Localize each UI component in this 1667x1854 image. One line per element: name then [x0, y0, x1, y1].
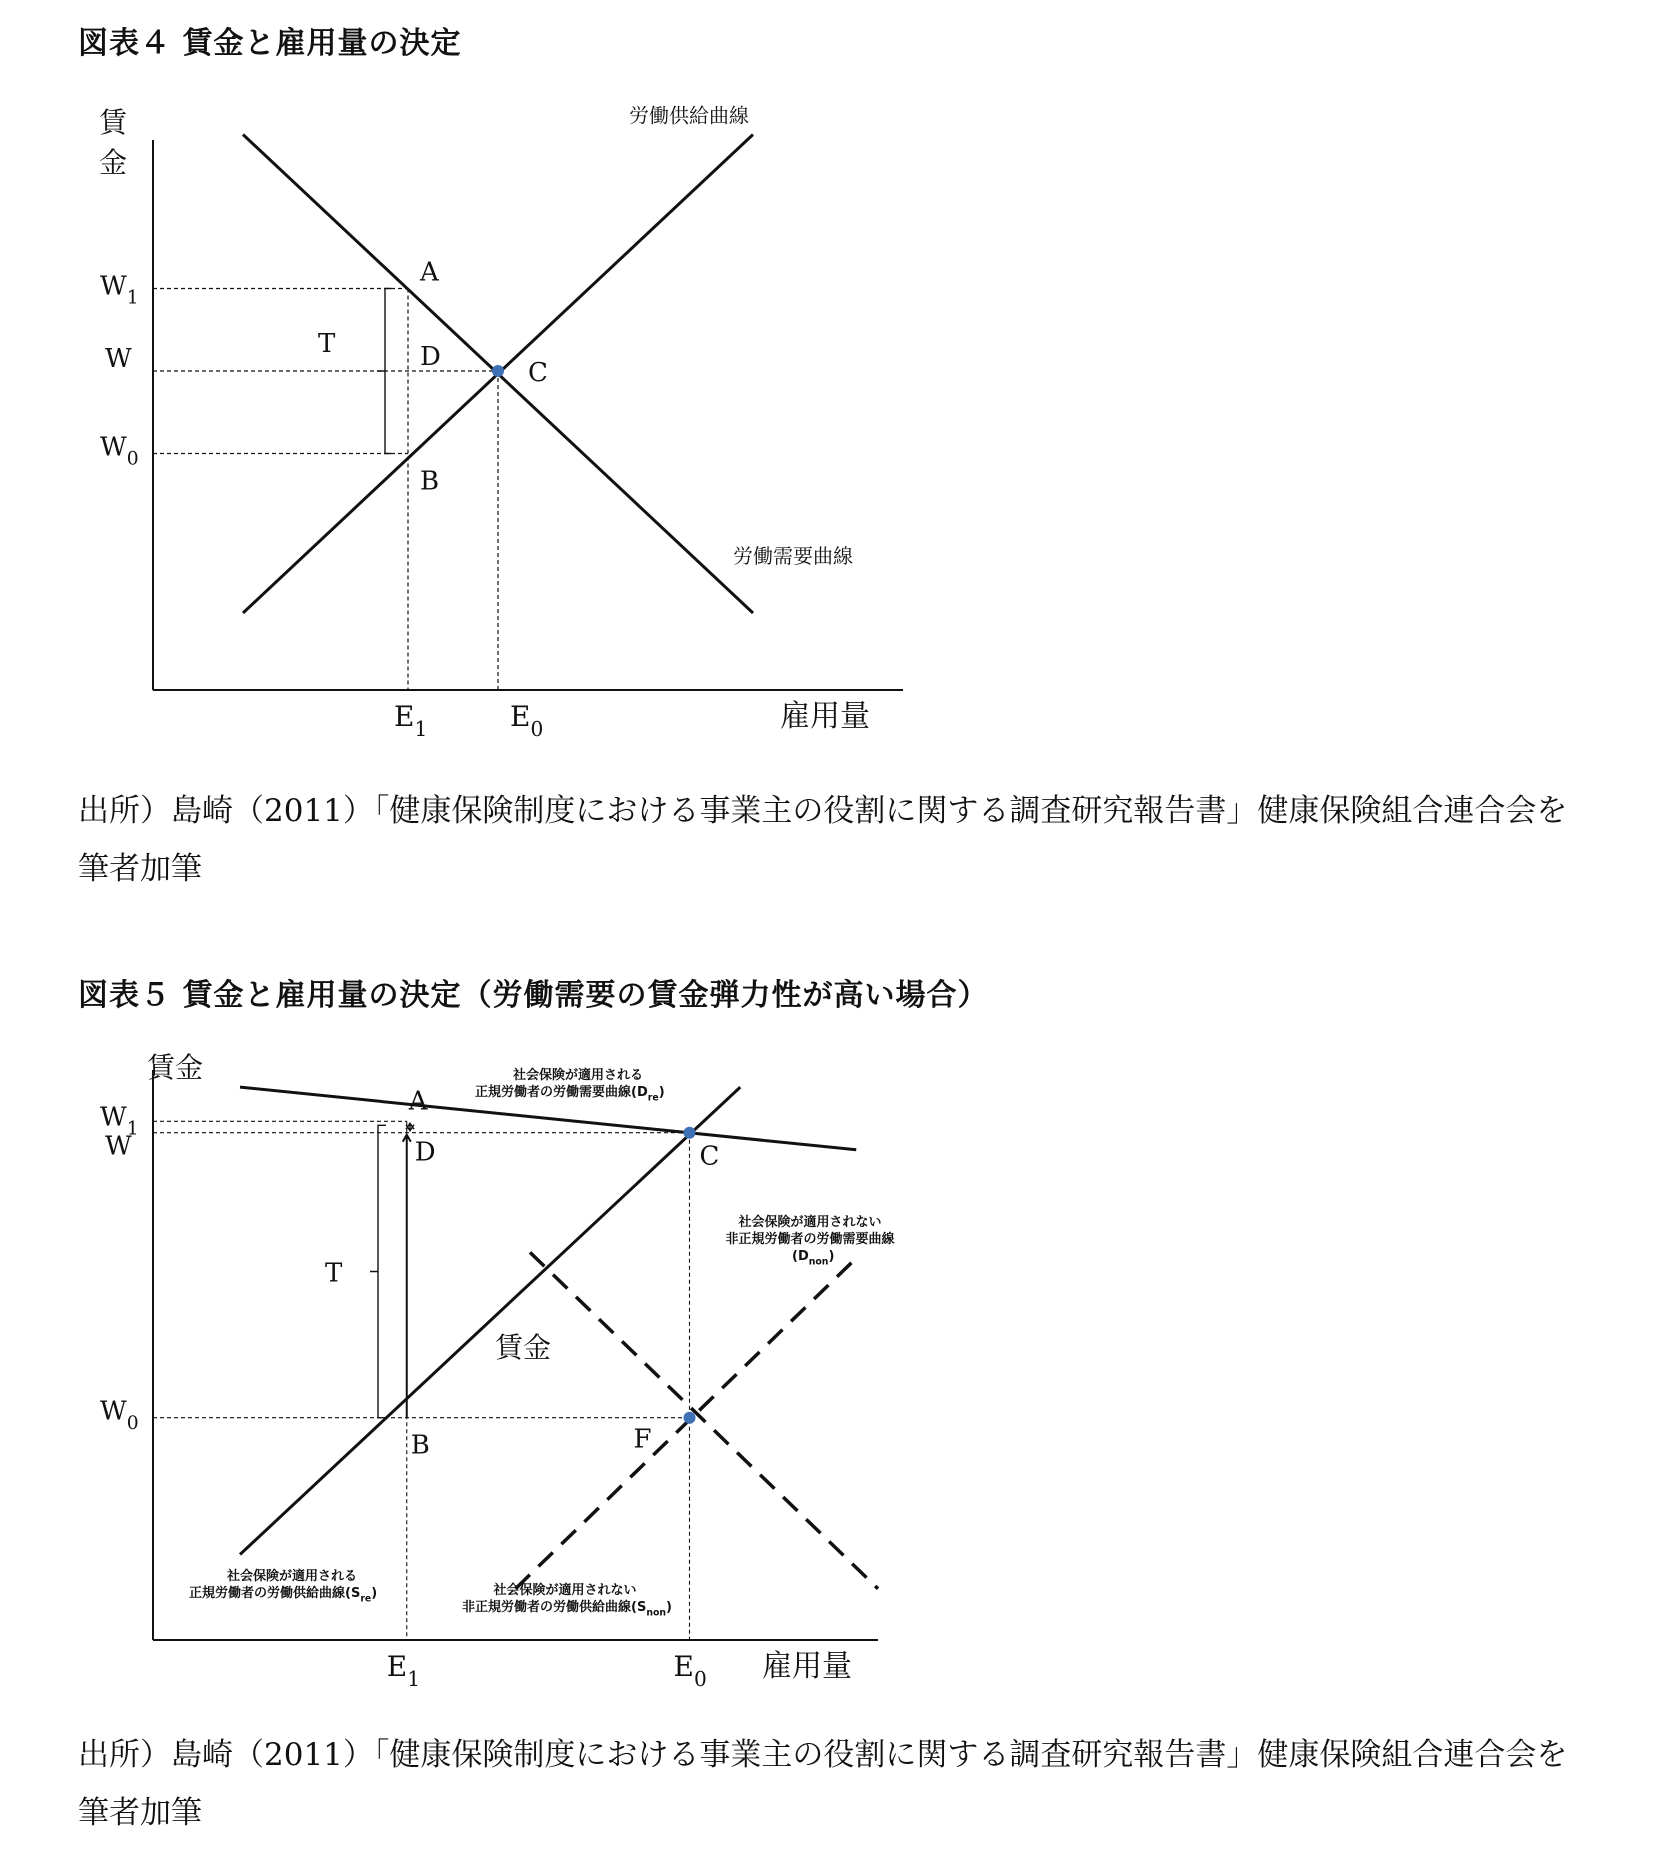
point-c-marker — [684, 1127, 696, 1139]
point-b-label: B — [420, 466, 440, 497]
db-arrow — [403, 1135, 411, 1418]
w0-label: $W_0$ — [100, 1396, 139, 1434]
point-a-label: A — [420, 257, 439, 288]
regular-demand-label-line1: 社会保険が適用される — [512, 1068, 644, 1083]
figure5-caption: 出所）島崎（2011）「健康保険制度における事業主の役割に関する調査研究報告書」健康保険組合連合会を筆者加筆 — [78, 1737, 1568, 1831]
regular-supply-label-line1: 社会保険が適用される — [226, 1569, 358, 1584]
wage-annotation: 賃金 — [495, 1331, 552, 1364]
nonregular-demand-label-line1: 社会保険が適用されない — [738, 1215, 882, 1230]
point-c-label: C — [528, 358, 548, 388]
point-f-label: F — [633, 1424, 652, 1455]
point-c-label: C — [699, 1141, 720, 1172]
w1-label: $W_1$ — [100, 271, 139, 309]
y-axis-label-char2: 金 — [98, 146, 128, 179]
figure4-chart — [0, 0, 1667, 760]
point-f-marker — [684, 1412, 696, 1424]
nonregular-demand-curve — [530, 1252, 878, 1588]
nonregular-demand-label-line2: 非正規労働者の労働需要曲線 — [725, 1232, 895, 1247]
nonregular-supply-label-line2: 非正規労働者の労働供給曲線$(S_{non})$ — [462, 1600, 672, 1619]
labor-supply-curve-label: 労働供給曲線 — [629, 103, 749, 128]
w-label: W — [105, 1131, 132, 1162]
figure5-chart — [0, 1030, 1667, 1750]
nonregular-supply-curve — [516, 1258, 857, 1589]
point-d-label: D — [414, 1137, 436, 1168]
e1-label: $E_1$ — [386, 1650, 421, 1691]
y-axis-label: 賃金 — [146, 1051, 204, 1084]
point-c-marker — [492, 365, 504, 377]
w-label: W — [105, 344, 132, 374]
t-label: T — [318, 329, 336, 359]
figure4-title: 図表４ 賃金と雇用量の決定 — [78, 26, 462, 61]
e0-label: $E_0$ — [510, 700, 544, 741]
nonregular-supply-label-line1: 社会保険が適用されない — [493, 1583, 637, 1598]
point-b-label: B — [410, 1430, 430, 1461]
labor-demand-curve-label: 労働需要曲線 — [733, 544, 853, 568]
figure5-title: 図表５ 賃金と雇用量の決定（労働需要の賃金弾力性が高い場合） — [78, 978, 989, 1013]
t-bracket — [377, 289, 391, 454]
t-bracket — [370, 1125, 386, 1417]
regular-demand-label-line2: 正規労働者の労働需要曲線$(D_{re})$ — [475, 1085, 665, 1104]
x-axis-label: 雇用量 — [780, 699, 870, 734]
nonregular-demand-label-line3: $(D_{non})$ — [792, 1249, 835, 1268]
figure4-caption: 出所）島崎（2011）「健康保険制度における事業主の役割に関する調査研究報告書」健康保険組合連合会を筆者加筆 — [78, 793, 1568, 887]
point-a-label: A — [408, 1086, 428, 1117]
w1-label: $W_1$ — [100, 1102, 139, 1140]
x-axis-label: 雇用量 — [762, 1649, 852, 1684]
regular-supply-curve — [240, 1087, 740, 1554]
e1-label: $E_1$ — [394, 700, 428, 741]
y-axis-label-char1: 賃 — [98, 106, 128, 139]
regular-supply-label-line2: 正規労働者の労働供給曲線$(S_{re})$ — [189, 1586, 378, 1605]
t-label: T — [325, 1258, 343, 1289]
w0-label: $W_0$ — [100, 432, 139, 470]
point-d-label: D — [420, 342, 441, 372]
e0-label: $E_0$ — [673, 1650, 707, 1691]
